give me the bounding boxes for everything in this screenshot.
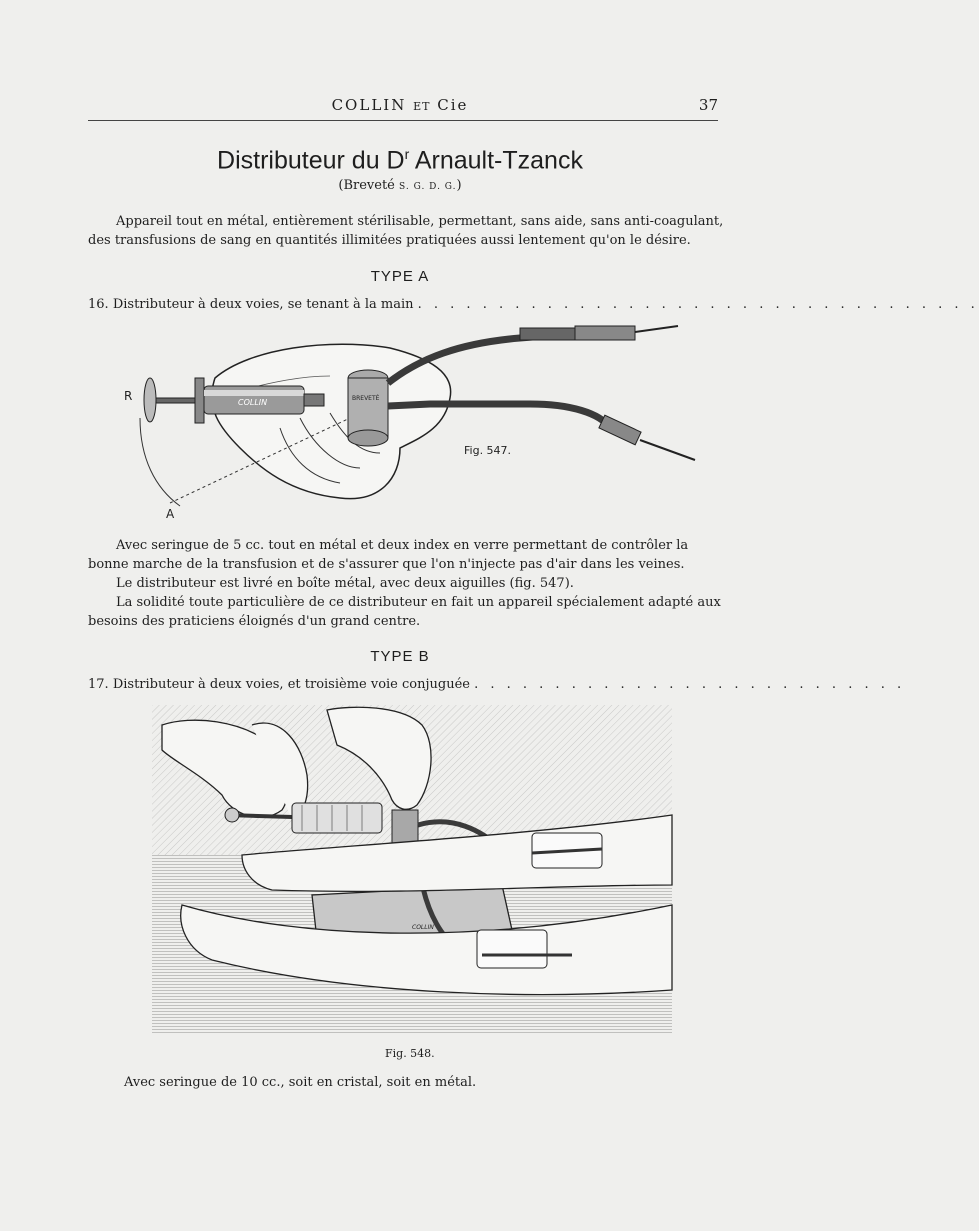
intro-paragraph: Appareil tout en métal, entièrement stérilisable, permettant, sans aide, sans anti-coagulant, des transfusions de sang en quantités illimitées pratiquées aussi lentement qu'on le désire. xyxy=(88,214,724,248)
page-number: 37 xyxy=(698,96,718,114)
figure-548-caption: Fig. 548. xyxy=(385,1047,435,1060)
patent-abbrev: S. G. D. G. xyxy=(399,182,457,192)
lower-connector xyxy=(599,415,641,445)
tray-label: COLLIN xyxy=(412,924,434,931)
syringe-barrel-glass xyxy=(292,803,382,833)
label-a: A xyxy=(166,507,175,521)
figure-547-caption: Fig. 547. xyxy=(464,444,512,457)
leader-dots: . . . . . . . . . . . . . . . . . . . . . . . . . . . xyxy=(474,677,906,692)
title-text: Distributeur du D xyxy=(217,146,405,175)
type-a-heading: TYPE A xyxy=(370,268,430,285)
title-superscript: r xyxy=(404,146,410,162)
title-name: Arnault-Tzanck xyxy=(409,146,583,175)
figure-547-illustration xyxy=(100,318,710,528)
header-company-cie: Cie xyxy=(437,96,469,114)
description-paragraph-3: La solidité toute particulière de ce distributeur en fait un appareil spécialement adapté aux besoins des praticiens éloignés d'un grand centre. xyxy=(88,595,721,629)
leader-dots: . . . . . . . . . . . . . . . . . . . . . . . . . . . . . . . . . . . xyxy=(417,297,979,312)
lower-needle xyxy=(640,440,695,460)
type-b-heading: TYPE B xyxy=(370,648,430,665)
figure-548-illustration xyxy=(152,705,672,1035)
item-number: 17. xyxy=(88,677,109,692)
description-paragraph-1: Avec seringue de 5 cc. tout en métal et deux index en verre permettant de contrôler la bonne marche de la transfusion et de s'assurer que l'on n'injecte pas d'air dans les veines. xyxy=(88,538,689,572)
distributor-body xyxy=(348,378,388,438)
lower-tube xyxy=(388,404,530,406)
item-description: Distributeur à deux voies, et troisième voie conjuguée xyxy=(112,677,470,692)
item-description: Distributeur à deux voies, se tenant à la main xyxy=(112,297,414,312)
description-paragraph-2: Le distributeur est livré en boîte métal, avec deux aiguilles (fig. 547). xyxy=(116,576,574,591)
catalog-item-16 xyxy=(88,297,979,312)
item-number: 16. xyxy=(88,297,109,312)
description-block xyxy=(88,536,728,631)
running-header xyxy=(0,96,800,114)
closing-text: Avec seringue de 10 cc., soit en cristal, soit en métal. xyxy=(124,1075,477,1090)
label-r: R xyxy=(124,389,133,403)
patent-end: ) xyxy=(456,178,462,193)
catalog-item-17 xyxy=(88,677,906,692)
page-title xyxy=(0,146,800,175)
patent-note xyxy=(0,178,800,193)
distributor-label: BREVETÉ xyxy=(352,395,380,402)
syringe-thumb-ring xyxy=(144,378,156,422)
syringe-brand-text: COLLIN xyxy=(238,398,268,407)
syringe-flange xyxy=(195,378,204,423)
header-rule xyxy=(88,120,718,121)
header-company-et: ET xyxy=(413,100,431,113)
patent-start: (Breveté xyxy=(338,178,400,193)
header-company: COLLIN xyxy=(331,96,407,114)
upper-needle xyxy=(635,326,678,332)
upper-connector xyxy=(575,326,635,340)
